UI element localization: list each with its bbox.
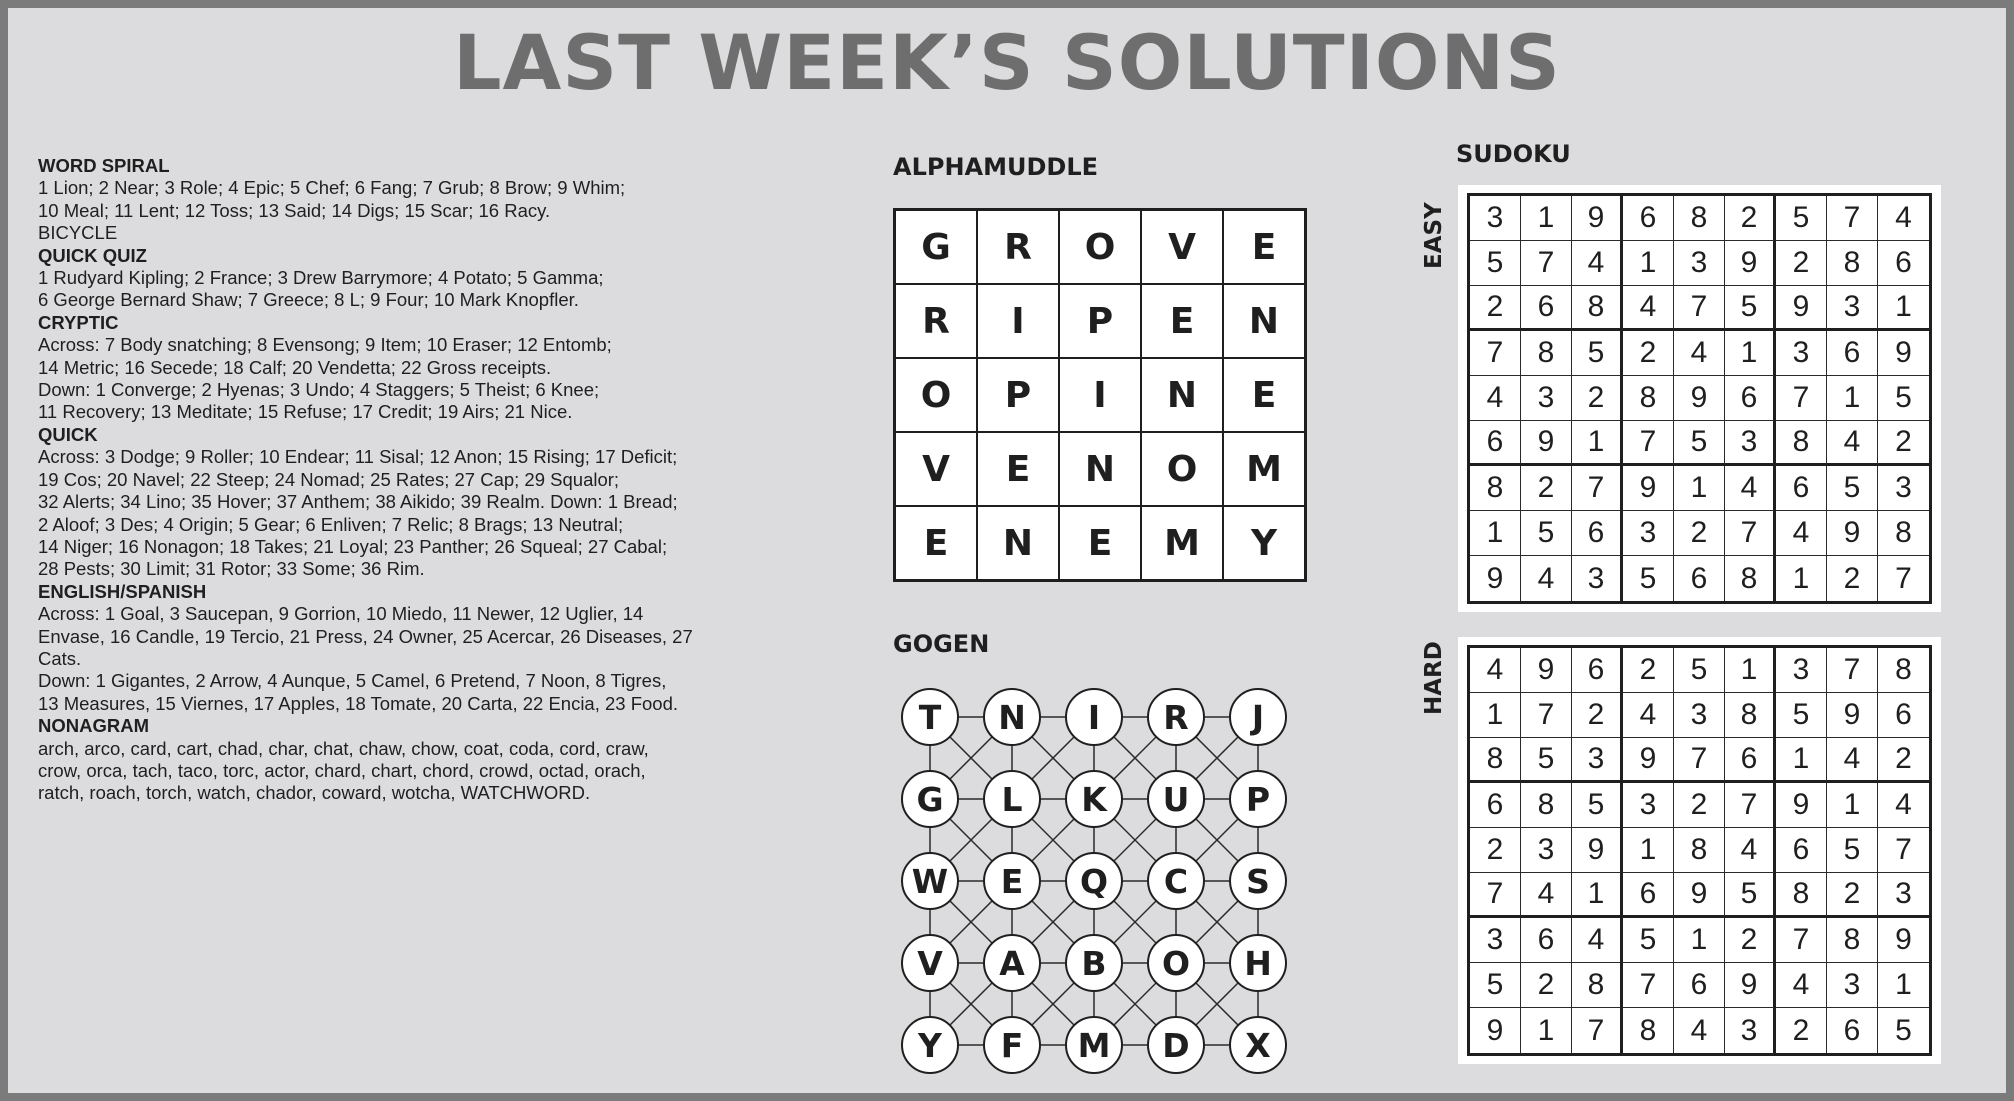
sudoku-cell: 5 [1674, 648, 1725, 693]
sudoku-cell: 1 [1470, 511, 1521, 556]
sudoku-cell: 4 [1776, 963, 1827, 1008]
gogen-node: W [901, 852, 959, 910]
alphamuddle-cell: N [1059, 432, 1141, 506]
sudoku-cell: 9 [1521, 648, 1572, 693]
alphamuddle-cell: E [1141, 284, 1223, 358]
sudoku-cell: 6 [1827, 1008, 1878, 1053]
gogen-node: K [1065, 770, 1123, 828]
sudoku-cell: 7 [1878, 556, 1929, 601]
sudoku-cell: 5 [1725, 286, 1776, 331]
alphamuddle-cell: M [1223, 432, 1305, 506]
gogen-node: C [1147, 852, 1205, 910]
sudoku-cell: 1 [1827, 783, 1878, 828]
sudoku-cell: 3 [1725, 1008, 1776, 1053]
sudoku-cell: 3 [1776, 648, 1827, 693]
alphamuddle-cell: O [1059, 210, 1141, 284]
gogen-node: L [983, 770, 1041, 828]
sudoku-cell: 8 [1725, 693, 1776, 738]
answer-line: 28 Pests; 30 Limit; 31 Rotor; 33 Some; 36 Rim. [38, 558, 425, 580]
sudoku-cell: 7 [1827, 196, 1878, 241]
sudoku-cell: 7 [1776, 376, 1827, 421]
sudoku-cell: 5 [1572, 783, 1623, 828]
gogen-node: U [1147, 770, 1205, 828]
sudoku-cell: 4 [1674, 331, 1725, 376]
sudoku-cell: 2 [1674, 783, 1725, 828]
sudoku-cell: 7 [1521, 241, 1572, 286]
sudoku-cell: 6 [1623, 873, 1674, 918]
sudoku-cell: 2 [1521, 963, 1572, 1008]
sudoku-cell: 4 [1878, 196, 1929, 241]
gogen-node: F [983, 1016, 1041, 1074]
answer-line: 1 Lion; 2 Near; 3 Role; 4 Epic; 5 Chef; 6 Fang; 7 Grub; 8 Brow; 9 Whim; [38, 177, 626, 199]
sudoku-cell: 7 [1623, 963, 1674, 1008]
sudoku-cell: 7 [1878, 828, 1929, 873]
gogen-node: Q [1065, 852, 1123, 910]
answer-section-heading: QUICK QUIZ [38, 244, 147, 266]
sudoku-cell: 9 [1878, 331, 1929, 376]
sudoku-cell: 4 [1827, 738, 1878, 783]
sudoku-cell: 8 [1572, 286, 1623, 331]
sudoku-cell: 1 [1521, 1008, 1572, 1053]
sudoku-cell: 9 [1623, 466, 1674, 511]
sudoku-cell: 8 [1827, 241, 1878, 286]
alphamuddle-cell: G [895, 210, 977, 284]
alphamuddle-cell: R [977, 210, 1059, 284]
sudoku-cell: 2 [1674, 511, 1725, 556]
alphamuddle-cell: E [1223, 358, 1305, 432]
answer-section-heading: QUICK [38, 423, 98, 445]
sudoku-cell: 3 [1776, 331, 1827, 376]
sudoku-cell: 1 [1521, 196, 1572, 241]
sudoku-cell: 3 [1827, 286, 1878, 331]
sudoku-cell: 9 [1725, 241, 1776, 286]
sudoku-easy-grid [1467, 193, 1932, 604]
sudoku-cell: 5 [1878, 376, 1929, 421]
sudoku-cell: 5 [1776, 693, 1827, 738]
sudoku-cell: 1 [1725, 331, 1776, 376]
answer-line: 19 Cos; 20 Navel; 22 Steep; 24 Nomad; 25 Rates; 27 Cap; 29 Squalor; [38, 468, 620, 490]
alphamuddle-cell: P [1059, 284, 1141, 358]
sudoku-cell: 7 [1470, 331, 1521, 376]
sudoku-cell: 7 [1725, 511, 1776, 556]
alphamuddle-heading: ALPHAMUDDLE [893, 153, 1099, 181]
sudoku-cell: 3 [1623, 511, 1674, 556]
sudoku-cell: 9 [1572, 828, 1623, 873]
sudoku-cell: 3 [1725, 421, 1776, 466]
alphamuddle-cell: M [1141, 506, 1223, 580]
sudoku-cell: 8 [1623, 376, 1674, 421]
alphamuddle-grid [893, 208, 1307, 582]
sudoku-cell: 9 [1521, 421, 1572, 466]
sudoku-cell: 2 [1776, 1008, 1827, 1053]
alphamuddle-cell: E [895, 506, 977, 580]
sudoku-cell: 6 [1521, 918, 1572, 963]
alphamuddle-cell: V [1141, 210, 1223, 284]
answer-section-heading: NONAGRAM [38, 715, 149, 737]
alphamuddle-cell: E [1059, 506, 1141, 580]
sudoku-cell: 1 [1470, 693, 1521, 738]
sudoku-cell: 2 [1572, 693, 1623, 738]
gogen-node: H [1229, 934, 1287, 992]
sudoku-cell: 7 [1776, 918, 1827, 963]
gogen-node: E [983, 852, 1041, 910]
answer-line: 14 Metric; 16 Secede; 18 Calf; 20 Vendetta; 22 Gross receipts. [38, 356, 552, 378]
sudoku-cell: 9 [1572, 196, 1623, 241]
sudoku-cell: 5 [1776, 196, 1827, 241]
sudoku-cell: 3 [1572, 556, 1623, 601]
sudoku-cell: 9 [1725, 963, 1776, 1008]
sudoku-cell: 2 [1827, 556, 1878, 601]
sudoku-cell: 3 [1674, 241, 1725, 286]
sudoku-cell: 6 [1827, 331, 1878, 376]
answer-line: 13 Measures, 15 Viernes, 17 Apples, 18 Tomate, 20 Carta, 22 Encia, 23 Food. [38, 692, 679, 714]
sudoku-cell: 9 [1827, 693, 1878, 738]
sudoku-cell: 8 [1827, 918, 1878, 963]
sudoku-cell: 8 [1674, 828, 1725, 873]
gogen-heading: GOGEN [893, 630, 990, 658]
sudoku-cell: 6 [1521, 286, 1572, 331]
sudoku-cell: 5 [1725, 873, 1776, 918]
alphamuddle-cell: E [1223, 210, 1305, 284]
gogen-node: G [901, 770, 959, 828]
answer-line: Across: 7 Body snatching; 8 Evensong; 9 Item; 10 Eraser; 12 Entomb; [38, 334, 612, 356]
gogen-node: Y [901, 1016, 959, 1074]
sudoku-cell: 5 [1623, 556, 1674, 601]
sudoku-cell: 7 [1725, 783, 1776, 828]
sudoku-heading: SUDOKU [1456, 140, 1571, 168]
sudoku-cell: 5 [1674, 421, 1725, 466]
sudoku-cell: 8 [1572, 963, 1623, 1008]
sudoku-cell: 4 [1623, 693, 1674, 738]
sudoku-cell: 6 [1878, 693, 1929, 738]
sudoku-cell: 1 [1623, 241, 1674, 286]
alphamuddle-cell: Y [1223, 506, 1305, 580]
sudoku-cell: 9 [1878, 918, 1929, 963]
answer-line: 32 Alerts; 34 Lino; 35 Hover; 37 Anthem; 38 Aikido; 39 Realm. Down: 1 Bread; [38, 491, 678, 513]
alphamuddle-cell: P [977, 358, 1059, 432]
sudoku-cell: 2 [1878, 421, 1929, 466]
sudoku-cell: 6 [1572, 648, 1623, 693]
sudoku-cell: 4 [1725, 828, 1776, 873]
sudoku-cell: 4 [1878, 783, 1929, 828]
sudoku-cell: 7 [1623, 421, 1674, 466]
sudoku-hard-label: HARD [1421, 641, 1447, 715]
answer-line: Across: 3 Dodge; 9 Roller; 10 Endear; 11 Sisal; 12 Anon; 15 Rising; 17 Deficit; [38, 446, 678, 468]
sudoku-cell: 6 [1776, 466, 1827, 511]
sudoku-cell: 1 [1674, 466, 1725, 511]
sudoku-cell: 4 [1572, 918, 1623, 963]
sudoku-cell: 3 [1623, 783, 1674, 828]
sudoku-cell: 8 [1623, 1008, 1674, 1053]
gogen-node: D [1147, 1016, 1205, 1074]
answer-line: Across: 1 Goal, 3 Saucepan, 9 Gorrion, 10 Miedo, 11 Newer, 12 Uglier, 14 [38, 603, 644, 625]
sudoku-cell: 5 [1827, 466, 1878, 511]
answer-line: crow, orca, tach, taco, torc, actor, chard, chart, chord, crowd, octad, orach, [38, 759, 646, 781]
sudoku-cell: 9 [1623, 738, 1674, 783]
gogen-node: S [1229, 852, 1287, 910]
sudoku-cell: 4 [1521, 556, 1572, 601]
sudoku-cell: 5 [1623, 918, 1674, 963]
sudoku-cell: 5 [1521, 738, 1572, 783]
gogen-node: R [1147, 688, 1205, 746]
sudoku-cell: 7 [1674, 738, 1725, 783]
sudoku-cell: 3 [1674, 693, 1725, 738]
answer-line: 10 Meal; 11 Lent; 12 Toss; 13 Said; 14 Digs; 15 Scar; 16 Racy. [38, 199, 551, 221]
sudoku-cell: 8 [1878, 648, 1929, 693]
sudoku-cell: 9 [1674, 376, 1725, 421]
answer-line: 11 Recovery; 13 Meditate; 15 Refuse; 17 Credit; 19 Airs; 21 Nice. [38, 401, 573, 423]
sudoku-cell: 1 [1572, 873, 1623, 918]
alphamuddle-cell: O [1141, 432, 1223, 506]
answer-line: BICYCLE [38, 222, 118, 244]
answer-line: Down: 1 Converge; 2 Hyenas; 3 Undo; 4 Staggers; 5 Theist; 6 Knee; [38, 379, 600, 401]
gogen-node: J [1229, 688, 1287, 746]
sudoku-cell: 7 [1470, 873, 1521, 918]
sudoku-cell: 8 [1521, 331, 1572, 376]
sudoku-cell: 8 [1725, 556, 1776, 601]
sudoku-cell: 4 [1725, 466, 1776, 511]
sudoku-cell: 6 [1776, 828, 1827, 873]
sudoku-cell: 9 [1827, 511, 1878, 556]
sudoku-cell: 8 [1776, 421, 1827, 466]
sudoku-cell: 3 [1521, 376, 1572, 421]
alphamuddle-cell: N [1223, 284, 1305, 358]
sudoku-cell: 4 [1674, 1008, 1725, 1053]
sudoku-cell: 8 [1878, 511, 1929, 556]
gogen-node: M [1065, 1016, 1123, 1074]
gogen-node: N [983, 688, 1041, 746]
sudoku-cell: 7 [1827, 648, 1878, 693]
sudoku-cell: 6 [1725, 738, 1776, 783]
sudoku-cell: 3 [1827, 963, 1878, 1008]
sudoku-cell: 2 [1878, 738, 1929, 783]
sudoku-cell: 1 [1572, 421, 1623, 466]
sudoku-cell: 2 [1470, 286, 1521, 331]
gogen-node: I [1065, 688, 1123, 746]
sudoku-cell: 8 [1521, 783, 1572, 828]
gogen-node: V [901, 934, 959, 992]
sudoku-cell: 8 [1674, 196, 1725, 241]
alphamuddle-cell: N [977, 506, 1059, 580]
sudoku-cell: 1 [1878, 963, 1929, 1008]
sudoku-cell: 4 [1521, 873, 1572, 918]
sudoku-cell: 7 [1572, 1008, 1623, 1053]
alphamuddle-cell: E [977, 432, 1059, 506]
sudoku-cell: 2 [1572, 376, 1623, 421]
answer-section-heading: CRYPTIC [38, 311, 119, 333]
sudoku-cell: 7 [1674, 286, 1725, 331]
sudoku-cell: 6 [1878, 241, 1929, 286]
sudoku-hard-grid [1467, 645, 1932, 1056]
alphamuddle-cell: I [1059, 358, 1141, 432]
sudoku-cell: 5 [1470, 963, 1521, 1008]
sudoku-cell: 5 [1827, 828, 1878, 873]
sudoku-cell: 3 [1470, 196, 1521, 241]
sudoku-cell: 2 [1725, 196, 1776, 241]
answer-line: 1 Rudyard Kipling; 2 France; 3 Drew Barrymore; 4 Potato; 5 Gamma; [38, 267, 604, 289]
sudoku-cell: 1 [1674, 918, 1725, 963]
sudoku-cell: 9 [1470, 1008, 1521, 1053]
sudoku-cell: 8 [1776, 873, 1827, 918]
gogen-node: B [1065, 934, 1123, 992]
sudoku-cell: 2 [1827, 873, 1878, 918]
sudoku-cell: 1 [1623, 828, 1674, 873]
sudoku-cell: 4 [1470, 648, 1521, 693]
sudoku-cell: 1 [1776, 738, 1827, 783]
alphamuddle-cell: N [1141, 358, 1223, 432]
sudoku-cell: 6 [1674, 556, 1725, 601]
sudoku-cell: 6 [1470, 783, 1521, 828]
answer-line: 2 Aloof; 3 Des; 4 Origin; 5 Gear; 6 Enliven; 7 Relic; 8 Brags; 13 Neutral; [38, 513, 624, 535]
sudoku-cell: 9 [1674, 873, 1725, 918]
gogen-node: T [901, 688, 959, 746]
sudoku-cell: 3 [1572, 738, 1623, 783]
alphamuddle-cell: V [895, 432, 977, 506]
sudoku-cell: 6 [1674, 963, 1725, 1008]
sudoku-cell: 6 [1572, 511, 1623, 556]
answer-line: arch, arco, card, cart, chad, char, chat, chaw, chow, coat, coda, cord, craw, [38, 737, 649, 759]
alphamuddle-cell: O [895, 358, 977, 432]
sudoku-easy-panel [1458, 185, 1941, 612]
sudoku-cell: 1 [1725, 648, 1776, 693]
sudoku-cell: 3 [1878, 873, 1929, 918]
answer-line: 6 George Bernard Shaw; 7 Greece; 8 L; 9 Four; 10 Mark Knopfler. [38, 289, 579, 311]
sudoku-hard-panel [1458, 637, 1941, 1064]
sudoku-cell: 3 [1878, 466, 1929, 511]
sudoku-cell: 3 [1521, 828, 1572, 873]
sudoku-cell: 4 [1623, 286, 1674, 331]
sudoku-cell: 5 [1878, 1008, 1929, 1053]
sudoku-cell: 1 [1776, 556, 1827, 601]
sudoku-cell: 6 [1623, 196, 1674, 241]
gogen-node: X [1229, 1016, 1287, 1074]
sudoku-cell: 7 [1521, 693, 1572, 738]
sudoku-easy-label: EASY [1421, 202, 1447, 269]
gogen-node: O [1147, 934, 1205, 992]
sudoku-cell: 4 [1827, 421, 1878, 466]
answer-line: Envase, 16 Candle, 19 Tercio, 21 Press, 24 Owner, 25 Acercar, 26 Diseases, 27 [38, 625, 693, 647]
sudoku-cell: 9 [1776, 286, 1827, 331]
sudoku-cell: 3 [1470, 918, 1521, 963]
sudoku-cell: 5 [1521, 511, 1572, 556]
sudoku-cell: 4 [1776, 511, 1827, 556]
alphamuddle-cell: I [977, 284, 1059, 358]
sudoku-cell: 5 [1470, 241, 1521, 286]
sudoku-cell: 1 [1827, 376, 1878, 421]
sudoku-cell: 2 [1470, 828, 1521, 873]
answer-section-heading: WORD SPIRAL [38, 155, 170, 176]
answer-line: ratch, roach, torch, watch, chador, coward, wotcha, WATCHWORD. [38, 782, 591, 804]
answers-column [38, 155, 808, 805]
answer-line: Cats. [38, 647, 82, 669]
sudoku-cell: 2 [1725, 918, 1776, 963]
answer-line: Down: 1 Gigantes, 2 Arrow, 4 Aunque, 5 Camel, 6 Pretend, 7 Noon, 8 Tigres, [38, 670, 667, 692]
sudoku-cell: 8 [1470, 466, 1521, 511]
sudoku-cell: 1 [1878, 286, 1929, 331]
sudoku-cell: 2 [1521, 466, 1572, 511]
sudoku-cell: 4 [1470, 376, 1521, 421]
sudoku-cell: 7 [1572, 466, 1623, 511]
sudoku-cell: 9 [1470, 556, 1521, 601]
sudoku-cell: 2 [1623, 331, 1674, 376]
alphamuddle-cell: R [895, 284, 977, 358]
sudoku-cell: 8 [1470, 738, 1521, 783]
sudoku-cell: 6 [1725, 376, 1776, 421]
answer-line: 14 Niger; 16 Nonagon; 18 Takes; 21 Loyal; 23 Panther; 26 Squeal; 27 Cabal; [38, 535, 668, 557]
sudoku-cell: 4 [1572, 241, 1623, 286]
page-title: LAST WEEK’S SOLUTIONS [453, 18, 1561, 107]
sudoku-cell: 2 [1776, 241, 1827, 286]
gogen-grid [893, 680, 1313, 1080]
answer-section-heading: ENGLISH/SPANISH [38, 580, 207, 602]
sudoku-cell: 2 [1623, 648, 1674, 693]
sudoku-cell: 9 [1776, 783, 1827, 828]
gogen-node: P [1229, 770, 1287, 828]
gogen-node: A [983, 934, 1041, 992]
sudoku-cell: 6 [1470, 421, 1521, 466]
sudoku-cell: 5 [1572, 331, 1623, 376]
